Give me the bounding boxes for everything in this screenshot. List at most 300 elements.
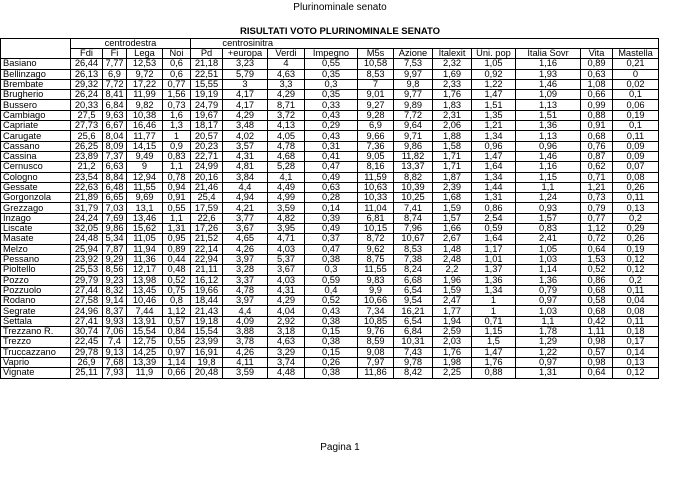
table-row (1, 162, 659, 172)
vote-percentage-cell: 0,19 (613, 110, 659, 120)
vote-percentage-cell: 0,92 (472, 69, 516, 79)
vote-percentage-cell: 0,8 (163, 296, 191, 306)
table-row (1, 347, 659, 357)
vote-percentage-cell: 21,89 (71, 193, 103, 203)
vote-percentage-cell: 4,99 (268, 193, 305, 203)
municipality-name: Vignate (1, 368, 71, 378)
vote-percentage-cell: 0,12 (613, 265, 659, 275)
vote-percentage-cell: 20,23 (191, 141, 223, 151)
vote-percentage-cell: 1,46 (516, 151, 581, 161)
municipality-name: Liscate (1, 224, 71, 234)
vote-percentage-cell: 0,55 (163, 337, 191, 347)
vote-percentage-cell: 1,59 (433, 285, 472, 295)
vote-percentage-cell: 22,45 (71, 337, 103, 347)
vote-percentage-cell: 9,71 (394, 131, 433, 141)
table-row (1, 151, 659, 161)
vote-percentage-cell: 15,55 (191, 79, 223, 89)
vote-percentage-cell: 10,66 (358, 296, 394, 306)
vote-percentage-cell: 0,86 (581, 275, 613, 285)
vote-percentage-cell: 0,98 (581, 357, 613, 367)
vote-percentage-cell: 0,97 (516, 357, 581, 367)
vote-percentage-cell: 10,33 (358, 193, 394, 203)
vote-percentage-cell: 3,29 (268, 347, 305, 357)
vote-percentage-cell: 10,85 (358, 316, 394, 326)
vote-percentage-cell: 1,14 (516, 265, 581, 275)
vote-percentage-cell: 8,04 (103, 131, 127, 141)
vote-percentage-cell: 1,71 (433, 151, 472, 161)
column-header: Mastella (613, 49, 659, 59)
vote-percentage-cell: 23,92 (71, 254, 103, 264)
vote-percentage-cell: 1,64 (472, 162, 516, 172)
vote-percentage-cell: 23,54 (71, 172, 103, 182)
vote-percentage-cell: 13,98 (127, 275, 163, 285)
vote-percentage-cell: 8,53 (394, 244, 433, 254)
vote-percentage-cell: 7,38 (394, 254, 433, 264)
vote-percentage-cell: 16,46 (127, 121, 163, 131)
vote-percentage-cell: 2,48 (433, 254, 472, 264)
vote-percentage-cell: 9,28 (358, 110, 394, 120)
municipality-name: Cologno (1, 172, 71, 182)
vote-percentage-cell: 2,25 (433, 368, 472, 378)
vote-percentage-cell: 1,21 (581, 182, 613, 192)
group-corner-cell (1, 39, 71, 49)
results-table (0, 38, 659, 379)
vote-percentage-cell: 0,96 (472, 141, 516, 151)
vote-percentage-cell: 4,03 (268, 275, 305, 285)
vote-percentage-cell: 1,94 (433, 316, 472, 326)
table-row (1, 357, 659, 367)
vote-percentage-cell: 14,25 (127, 347, 163, 357)
vote-percentage-cell: 1,01 (472, 254, 516, 264)
vote-percentage-cell: 16,12 (191, 275, 223, 285)
vote-percentage-cell: 30,74 (71, 327, 103, 337)
group-centrodestra: centrodestra (71, 39, 191, 49)
vote-percentage-cell: 4,04 (268, 306, 305, 316)
vote-percentage-cell: 0,89 (163, 244, 191, 254)
vote-percentage-cell: 18,17 (191, 121, 223, 131)
vote-percentage-cell: 2,47 (433, 296, 472, 306)
table-row (1, 59, 659, 69)
vote-percentage-cell: 1,57 (433, 213, 472, 223)
vote-percentage-cell: 0,79 (581, 203, 613, 213)
municipality-name: Bussero (1, 100, 71, 110)
vote-percentage-cell: 1,1 (516, 316, 581, 326)
municipality-name: Cassano (1, 141, 71, 151)
vote-percentage-cell: 10,46 (127, 296, 163, 306)
vote-percentage-cell: 0,04 (613, 296, 659, 306)
vote-percentage-cell: 6,68 (394, 275, 433, 285)
vote-percentage-cell: 1,37 (472, 265, 516, 275)
vote-percentage-cell: 0,33 (305, 100, 358, 110)
vote-percentage-cell: 0,66 (581, 90, 613, 100)
vote-percentage-cell: 29,79 (71, 275, 103, 285)
vote-percentage-cell: 22,6 (191, 213, 223, 223)
vote-percentage-cell: 7,34 (358, 306, 394, 316)
vote-percentage-cell: 4,29 (268, 90, 305, 100)
vote-percentage-cell: 1,78 (516, 327, 581, 337)
vote-percentage-cell: 0,2 (613, 275, 659, 285)
vote-percentage-cell: 14,15 (127, 141, 163, 151)
vote-percentage-cell: 12,75 (127, 337, 163, 347)
vote-percentage-cell: 3,95 (268, 224, 305, 234)
vote-percentage-cell: 2,32 (433, 59, 472, 69)
vote-percentage-cell: 1,31 (163, 224, 191, 234)
vote-percentage-cell: 1,76 (433, 347, 472, 357)
vote-percentage-cell: 1,5 (472, 337, 516, 347)
vote-percentage-cell: 4,4 (223, 306, 268, 316)
vote-percentage-cell: 3,88 (223, 327, 268, 337)
vote-percentage-cell: 3,57 (223, 141, 268, 151)
municipality-name: Melzo (1, 244, 71, 254)
vote-percentage-cell: 11,36 (127, 254, 163, 264)
vote-percentage-cell: 0,6 (163, 69, 191, 79)
vote-percentage-cell: 0,44 (163, 254, 191, 264)
vote-percentage-cell: 4,68 (268, 151, 305, 161)
vote-percentage-cell: 1,36 (516, 121, 581, 131)
vote-percentage-cell: 1,24 (516, 193, 581, 203)
vote-percentage-cell: 1,03 (516, 306, 581, 316)
vote-percentage-cell: 1,1 (163, 162, 191, 172)
municipality-name: Cernusco (1, 162, 71, 172)
vote-percentage-cell: 2,2 (433, 265, 472, 275)
municipality-name: Gorgonzola (1, 193, 71, 203)
vote-percentage-cell: 11,9 (127, 368, 163, 378)
vote-percentage-cell: 9,29 (103, 254, 127, 264)
vote-percentage-cell: 7,37 (103, 151, 127, 161)
municipality-name: Truccazzano (1, 347, 71, 357)
vote-percentage-cell: 7,87 (103, 244, 127, 254)
vote-percentage-cell: 8,84 (103, 172, 127, 182)
group-centrosinistra: centrosinitra (191, 39, 305, 49)
vote-percentage-cell: 0,88 (581, 110, 613, 120)
vote-percentage-cell: 4,1 (268, 172, 305, 182)
vote-percentage-cell: 1,05 (516, 244, 581, 254)
vote-percentage-cell: 24,24 (71, 213, 103, 223)
vote-percentage-cell: 22,51 (191, 69, 223, 79)
vote-percentage-cell: 0,62 (581, 162, 613, 172)
municipality-name: Rodano (1, 296, 71, 306)
vote-percentage-cell: 2,59 (433, 327, 472, 337)
vote-percentage-cell: 0,57 (581, 347, 613, 357)
vote-percentage-cell: 0,75 (163, 285, 191, 295)
vote-percentage-cell: 8,59 (358, 337, 394, 347)
vote-percentage-cell: 9 (127, 162, 163, 172)
vote-percentage-cell: 4,03 (268, 244, 305, 254)
vote-percentage-cell: 26,9 (71, 357, 103, 367)
column-header: Noi (163, 49, 191, 59)
vote-percentage-cell: 1,34 (472, 172, 516, 182)
vote-percentage-cell: 1,21 (472, 121, 516, 131)
vote-percentage-cell: 8,16 (358, 162, 394, 172)
vote-percentage-cell: 26,13 (71, 69, 103, 79)
vote-percentage-cell: 0,52 (163, 275, 191, 285)
vote-percentage-cell: 9,76 (358, 327, 394, 337)
vote-percentage-cell: 4,78 (223, 285, 268, 295)
municipality-name: Masate (1, 234, 71, 244)
vote-percentage-cell: 0,91 (581, 121, 613, 131)
column-corner-cell (1, 49, 71, 59)
vote-percentage-cell: 0,71 (472, 316, 516, 326)
vote-percentage-cell: 0,1 (613, 121, 659, 131)
vote-percentage-cell: 25,94 (71, 244, 103, 254)
vote-percentage-cell: 0,28 (305, 193, 358, 203)
vote-percentage-cell: 9,82 (127, 100, 163, 110)
vote-percentage-cell: 1,96 (433, 275, 472, 285)
vote-percentage-cell: 16,21 (394, 306, 433, 316)
vote-percentage-cell: 0,94 (163, 182, 191, 192)
vote-percentage-cell: 0,64 (581, 244, 613, 254)
vote-percentage-cell: 17,22 (127, 79, 163, 89)
vote-percentage-cell: 1,34 (472, 285, 516, 295)
vote-percentage-cell: 0,39 (305, 213, 358, 223)
vote-percentage-cell: 13,46 (127, 213, 163, 223)
table-row (1, 285, 659, 295)
municipality-name: Brugherio (1, 90, 71, 100)
vote-percentage-cell: 1,76 (433, 90, 472, 100)
vote-percentage-cell: 4,21 (223, 203, 268, 213)
vote-percentage-cell: 1,14 (163, 357, 191, 367)
vote-percentage-cell: 0,77 (163, 79, 191, 89)
vote-percentage-cell: 0,21 (613, 59, 659, 69)
vote-percentage-cell: 7,77 (103, 59, 127, 69)
vote-percentage-cell: 9,13 (103, 347, 127, 357)
vote-percentage-cell: 11,59 (358, 172, 394, 182)
vote-percentage-cell: 0,4 (305, 285, 358, 295)
vote-percentage-cell: 19,67 (191, 110, 223, 120)
vote-percentage-cell: 29,78 (71, 347, 103, 357)
table-title: RISULTATI VOTO PLURINOMINALE SENATO (239, 26, 441, 37)
vote-percentage-cell: 9,14 (103, 296, 127, 306)
column-header: +europa (223, 49, 268, 59)
vote-percentage-cell: 13,91 (127, 316, 163, 326)
vote-percentage-cell: 0,19 (613, 244, 659, 254)
column-header: Fi (103, 49, 127, 59)
table-row (1, 244, 659, 254)
vote-percentage-cell: 0,35 (305, 90, 358, 100)
vote-percentage-cell: 26,25 (71, 141, 103, 151)
vote-percentage-cell: 22,14 (191, 244, 223, 254)
municipality-name: Trezzo (1, 337, 71, 347)
table-row (1, 254, 659, 264)
vote-percentage-cell: 0,52 (305, 296, 358, 306)
vote-percentage-cell: 5,34 (103, 234, 127, 244)
vote-percentage-cell: 6,63 (103, 162, 127, 172)
vote-percentage-cell: 1,51 (516, 110, 581, 120)
vote-percentage-cell: 4,31 (223, 151, 268, 161)
vote-percentage-cell: 8,74 (394, 213, 433, 223)
vote-percentage-cell: 3,77 (223, 213, 268, 223)
page-footer: Pagina 1 (320, 442, 360, 453)
vote-percentage-cell: 12,17 (127, 265, 163, 275)
vote-percentage-cell: 0,49 (305, 224, 358, 234)
vote-percentage-cell: 15,54 (127, 327, 163, 337)
vote-percentage-cell: 9,62 (358, 244, 394, 254)
vote-percentage-cell: 3,97 (223, 254, 268, 264)
vote-percentage-cell: 27,41 (71, 316, 103, 326)
vote-percentage-cell: 9,64 (394, 121, 433, 131)
vote-percentage-cell: 0,08 (613, 306, 659, 316)
vote-percentage-cell: 1,48 (433, 244, 472, 254)
vote-percentage-cell: 1,09 (516, 90, 581, 100)
vote-percentage-cell: 1,44 (472, 182, 516, 192)
vote-percentage-cell: 11,99 (127, 90, 163, 100)
vote-percentage-cell: 6,67 (103, 121, 127, 131)
table-row (1, 79, 659, 89)
vote-percentage-cell: 1 (163, 131, 191, 141)
vote-percentage-cell: 1,15 (472, 327, 516, 337)
vote-percentage-cell: 4,17 (223, 100, 268, 110)
vote-percentage-cell: 4,29 (223, 110, 268, 120)
vote-percentage-cell: 1,93 (516, 69, 581, 79)
vote-percentage-cell: 3,59 (223, 368, 268, 378)
vote-percentage-cell: 0,68 (581, 285, 613, 295)
vote-percentage-cell: 9,86 (394, 141, 433, 151)
vote-percentage-cell: 1,1 (163, 213, 191, 223)
vote-percentage-cell: 4,82 (268, 213, 305, 223)
vote-percentage-cell: 1,47 (472, 347, 516, 357)
vote-percentage-cell: 9,9 (358, 285, 394, 295)
vote-percentage-cell: 10,25 (394, 193, 433, 203)
vote-percentage-cell: 11,77 (127, 131, 163, 141)
municipality-name: Segrate (1, 306, 71, 316)
vote-percentage-cell: 4,71 (268, 234, 305, 244)
vote-percentage-cell: 0,29 (305, 121, 358, 131)
vote-percentage-cell: 0,71 (581, 172, 613, 182)
vote-percentage-cell: 0,1 (613, 90, 659, 100)
vote-percentage-cell: 10,63 (358, 182, 394, 192)
vote-percentage-cell: 8,56 (103, 265, 127, 275)
vote-percentage-cell: 0,09 (613, 151, 659, 161)
vote-percentage-cell: 1,36 (516, 275, 581, 285)
municipality-name: Inzago (1, 213, 71, 223)
vote-percentage-cell: 4,78 (268, 141, 305, 151)
vote-percentage-cell: 4 (268, 59, 305, 69)
vote-percentage-cell: 1,68 (433, 193, 472, 203)
vote-percentage-cell: 1,59 (433, 203, 472, 213)
vote-percentage-cell: 6,9 (103, 69, 127, 79)
table-row (1, 316, 659, 326)
table-row (1, 296, 659, 306)
vote-percentage-cell: 1,53 (581, 254, 613, 264)
vote-percentage-cell: 1,1 (516, 182, 581, 192)
table-row (1, 110, 659, 120)
vote-percentage-cell: 10,31 (394, 337, 433, 347)
vote-percentage-cell: 31,79 (71, 203, 103, 213)
column-header: Fdi (71, 49, 103, 59)
vote-percentage-cell: 10,39 (394, 182, 433, 192)
table-row (1, 121, 659, 131)
vote-percentage-cell: 0,95 (163, 234, 191, 244)
vote-percentage-cell: 0,77 (581, 213, 613, 223)
vote-percentage-cell: 4,48 (268, 368, 305, 378)
vote-percentage-cell: 3,48 (223, 121, 268, 131)
municipality-name: Pozzo (1, 275, 71, 285)
vote-percentage-cell: 8,75 (358, 254, 394, 264)
vote-percentage-cell: 27,5 (71, 110, 103, 120)
vote-percentage-cell: 8,24 (394, 265, 433, 275)
vote-percentage-cell: 1,31 (472, 193, 516, 203)
vote-percentage-cell: 20,33 (71, 100, 103, 110)
vote-percentage-cell: 0,13 (613, 203, 659, 213)
vote-percentage-cell: 6,65 (103, 193, 127, 203)
vote-percentage-cell: 5,37 (268, 254, 305, 264)
vote-percentage-cell: 0,14 (305, 203, 358, 213)
vote-percentage-cell: 1 (472, 306, 516, 316)
column-header: Vita (581, 49, 613, 59)
vote-percentage-cell: 20,57 (191, 131, 223, 141)
vote-percentage-cell: 0,96 (516, 141, 581, 151)
vote-percentage-cell: 1,3 (163, 121, 191, 131)
vote-percentage-cell: 1,64 (472, 234, 516, 244)
vote-percentage-cell: 7,97 (358, 357, 394, 367)
vote-percentage-cell: 0,83 (163, 151, 191, 161)
table-row (1, 69, 659, 79)
vote-percentage-cell: 1,11 (581, 327, 613, 337)
vote-percentage-cell: 9,89 (394, 100, 433, 110)
vote-percentage-cell: 7,44 (127, 306, 163, 316)
vote-percentage-cell: 1,15 (516, 172, 581, 182)
vote-percentage-cell: 0,59 (305, 275, 358, 285)
vote-percentage-cell: 22,63 (71, 182, 103, 192)
vote-percentage-cell: 7,96 (394, 224, 433, 234)
vote-percentage-cell: 4,13 (268, 121, 305, 131)
vote-percentage-cell: 32,05 (71, 224, 103, 234)
vote-percentage-cell: 4,94 (223, 193, 268, 203)
vote-percentage-cell: 4,02 (223, 131, 268, 141)
vote-percentage-cell: 19,18 (191, 316, 223, 326)
vote-percentage-cell: 0,02 (613, 79, 659, 89)
vote-percentage-cell: 0,79 (516, 285, 581, 295)
vote-percentage-cell: 19,19 (191, 90, 223, 100)
vote-percentage-cell: 0,3 (305, 79, 358, 89)
vote-percentage-cell: 0,15 (305, 327, 358, 337)
vote-percentage-cell: 1,29 (516, 337, 581, 347)
municipality-name: Brembate (1, 79, 71, 89)
vote-percentage-cell: 0,42 (581, 316, 613, 326)
vote-percentage-cell: 3,72 (268, 110, 305, 120)
vote-percentage-cell: 2,06 (433, 121, 472, 131)
vote-percentage-cell: 4,29 (268, 296, 305, 306)
vote-percentage-cell: 11,05 (127, 234, 163, 244)
vote-percentage-cell: 0,09 (613, 141, 659, 151)
vote-percentage-cell: 3,74 (268, 357, 305, 367)
vote-percentage-cell: 2,92 (268, 316, 305, 326)
municipality-name: Capriate (1, 121, 71, 131)
vote-percentage-cell: 26,24 (71, 90, 103, 100)
vote-percentage-cell: 0,55 (163, 203, 191, 213)
vote-percentage-cell: 0,29 (613, 224, 659, 234)
vote-percentage-cell: 9,08 (358, 347, 394, 357)
vote-percentage-cell: 27,44 (71, 285, 103, 295)
vote-percentage-cell: 4,11 (223, 357, 268, 367)
vote-percentage-cell: 1,6 (163, 110, 191, 120)
vote-percentage-cell: 0,11 (613, 193, 659, 203)
municipality-name: Basiano (1, 59, 71, 69)
vote-percentage-cell: 0,86 (472, 203, 516, 213)
vote-percentage-cell: 0,63 (581, 69, 613, 79)
vote-percentage-cell: 0,17 (613, 337, 659, 347)
vote-percentage-cell: 0,43 (305, 306, 358, 316)
vote-percentage-cell: 6,84 (103, 100, 127, 110)
vote-percentage-cell: 6,9 (358, 121, 394, 131)
vote-percentage-cell: 0,72 (581, 234, 613, 244)
vote-percentage-cell: 1,98 (433, 357, 472, 367)
vote-percentage-cell: 22,94 (191, 254, 223, 264)
vote-percentage-cell: 1,16 (516, 162, 581, 172)
vote-percentage-cell: 2,33 (433, 79, 472, 89)
page-header: Plurinominale senato (293, 2, 387, 13)
vote-percentage-cell: 16,91 (191, 347, 223, 357)
